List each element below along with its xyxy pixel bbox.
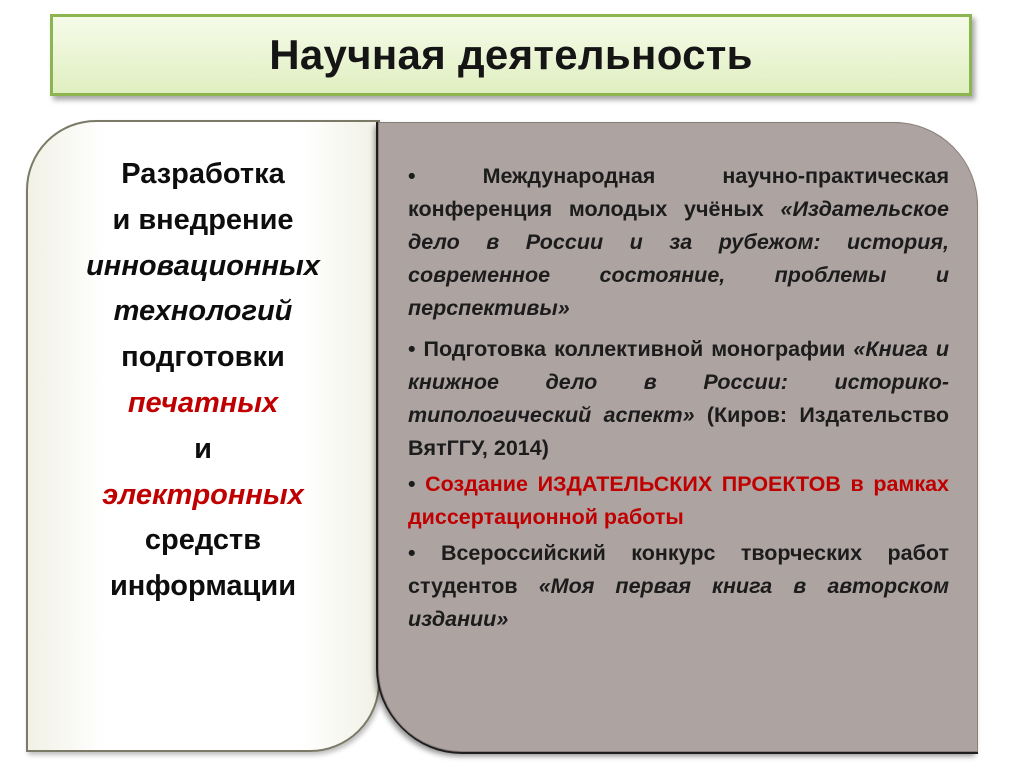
bullet: • [408, 541, 416, 565]
right-panel [378, 122, 978, 752]
left-panel [26, 120, 380, 752]
left-line-3: инновационных [86, 249, 320, 282]
left-panel-text [86, 152, 320, 610]
title-banner [50, 14, 972, 96]
left-line-8: электронных [102, 478, 304, 511]
list-item-conference [408, 160, 949, 325]
left-line-6: печатных [127, 387, 279, 419]
item-text: Международная научно-практическая конференция молодых учёных [408, 164, 949, 221]
left-line-2: и внедрение [112, 203, 294, 236]
page-title: Научная деятельность [269, 31, 753, 78]
left-line-4: технологий [113, 295, 293, 328]
list-item-contest [408, 537, 949, 636]
bullet: • [408, 472, 416, 496]
left-line-10: информации [109, 570, 297, 603]
bullet: • [408, 337, 416, 361]
left-line-1: Разработка [121, 157, 285, 190]
left-line-9: средств [144, 524, 262, 557]
left-line-5: подготовки [121, 341, 285, 374]
item-tail: (Киров: Издательство ВятГГУ, 2014) [408, 403, 949, 460]
item-red-text: Создание ИЗДАТЕЛЬСКИХ ПРОЕКТОВ в рамках диссертационной работы [408, 472, 949, 529]
item-italic-title: «Моя первая книга в авторском издании» [408, 574, 949, 631]
item-text: Подготовка коллективной монографии [415, 337, 854, 361]
bullet: • [408, 164, 416, 188]
list-item-projects [408, 468, 949, 534]
left-line-7: и [194, 432, 212, 465]
list-item-monograph [408, 333, 949, 465]
item-italic-title: «Издательское дело в России и за рубежом: история, современное состояние, проблемы и перспективы» [408, 197, 949, 320]
item-text: Всероссийский конкурс творческих работ студентов [408, 541, 949, 598]
item-italic-title: «Книга и книжное дело в России: историко-типологический аспект» [408, 337, 949, 427]
